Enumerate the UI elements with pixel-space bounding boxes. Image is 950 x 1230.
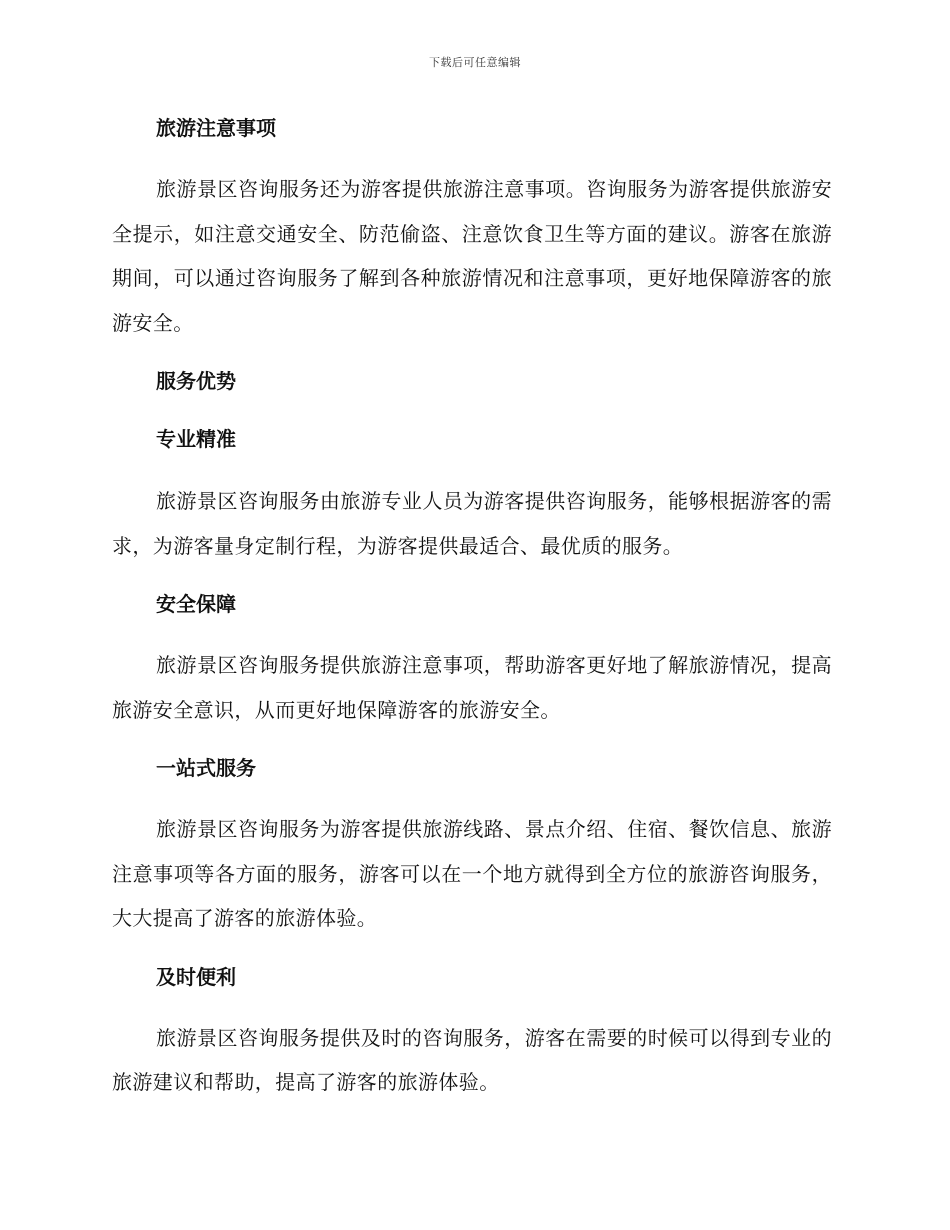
heading-professional: 专业精准	[156, 427, 236, 451]
heading-service-advantages: 服务优势	[156, 369, 236, 393]
page-header-note: 下载后可任意编辑	[429, 56, 521, 69]
heading-one-stop: 一站式服务	[156, 756, 256, 780]
paragraph-safety: 旅游景区咨询服务提供旅游注意事项，帮助游客更好地了解旅游情况，提高旅游安全意识，从而更好地保障游客的旅游安全。	[112, 653, 832, 722]
heading-travel-notice: 旅游注意事项	[156, 116, 276, 140]
paragraph-travel-notice: 旅游景区咨询服务还为游客提供旅游注意事项。咨询服务为游客提供旅游安全提示，如注意交通安全、防范偷盗、注意饮食卫生等方面的建议。游客在旅游期间，可以通过咨询服务了解到各种旅游情况和注意事项，更好地保障游客的旅游安全。	[112, 177, 832, 335]
heading-safety: 安全保障	[156, 592, 236, 616]
paragraph-convenience: 旅游景区咨询服务提供及时的咨询服务，游客在需要的时候可以得到专业的旅游建议和帮助，提高了游客的旅游体验。	[112, 1025, 832, 1094]
paragraph-one-stop: 旅游景区咨询服务为游客提供旅游线路、景点介绍、住宿、餐饮信息、旅游注意事项等各方面的服务，游客可以在一个地方就得到全方位的旅游咨询服务，大大提高了游客的旅游体验。	[112, 817, 832, 930]
heading-convenience: 及时便利	[156, 964, 236, 989]
document-body	[112, 104, 832, 1105]
paragraph-professional: 旅游景区咨询服务由旅游专业人员为游客提供咨询服务，能够根据游客的需求，为游客量身定制行程，为游客提供最适合、最优质的服务。	[112, 489, 832, 558]
